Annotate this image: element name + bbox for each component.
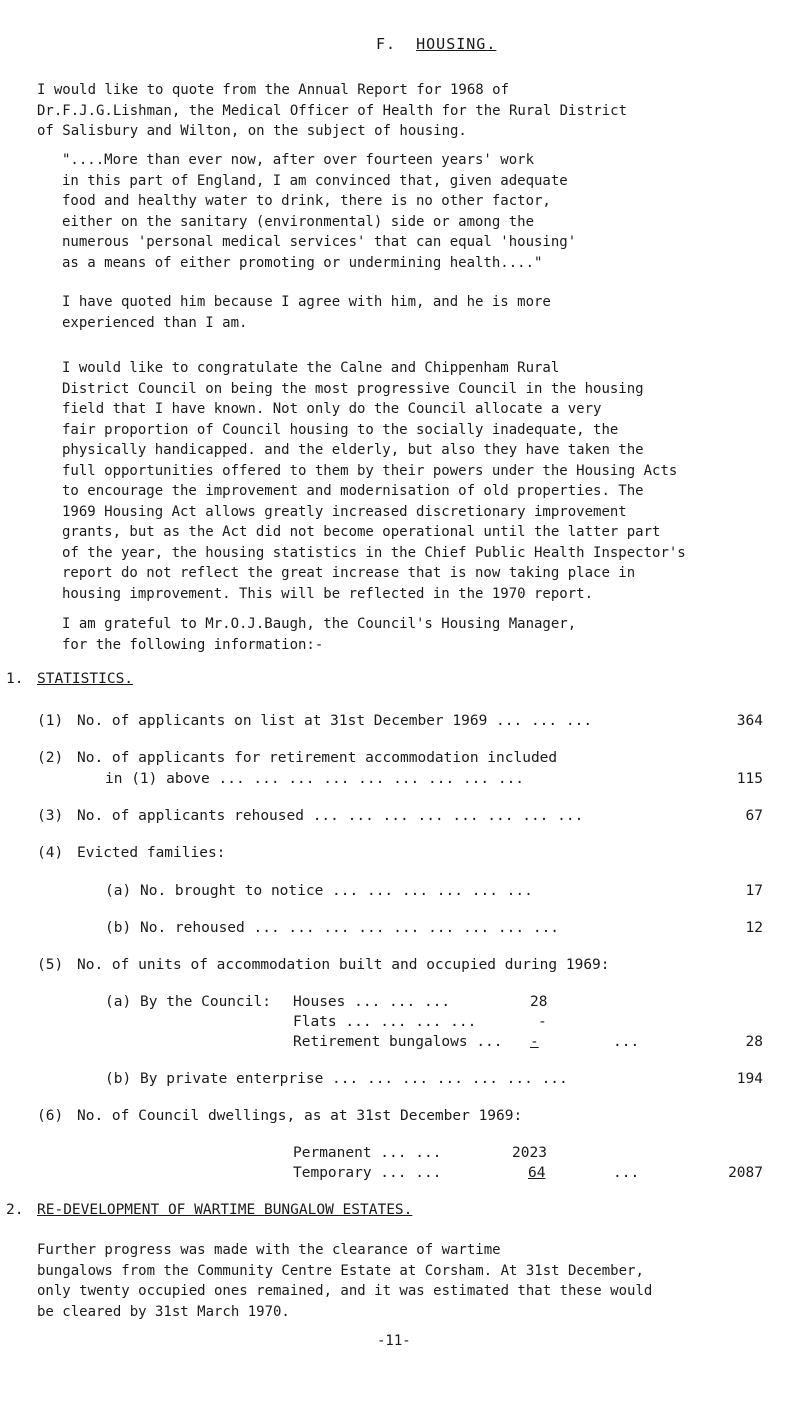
section-2-title: RE-DEVELOPMENT OF WARTIME BUNGALOW ESTATES. [37,1202,413,1218]
stat-text: No. brought to notice ... ... ... ... ... ... [140,883,533,899]
dwelling-name: Permanent ... ... [293,1145,442,1161]
stat-value: 364 [736,713,763,729]
dwellings-total-dots: ... [613,1165,640,1181]
council-unit-count: 28 [530,994,548,1010]
council-unit-count: - [530,1034,539,1050]
council-unit-count: - [538,1014,547,1030]
stat-label: (1) [37,713,64,729]
stat-label: (b) [105,1071,132,1087]
stat-text: No. of applicants on list at 31st December 1969 ... ... ... [77,713,593,729]
section-title: HOUSING. [416,35,497,53]
page-number: -11- [377,1333,411,1349]
stat-text: No. rehoused ... ... ... ... ... ... ... ... ... [140,920,560,936]
council-unit-name: Retirement bungalows ... [293,1034,503,1050]
stat-label: (b) [105,920,132,936]
stat-text-cont: in (1) above ... ... ... ... ... ... ... ... ... [105,771,525,787]
stat-label: (2) [37,750,64,766]
section-1-number: 1. [6,671,24,687]
stat-text: Evicted families: [77,845,226,861]
stat-text: By the Council: [140,994,271,1010]
congratulate-paragraph: I would like to congratulate the Calne and Chippenham Rural District Council on being the most progressive Council in the housing field that I have known. Not only do the Council allocate a very fair proportion of Council housing to the socially inadequate, the physically handicapped. and the elderly, but also they have taken the full opportunities offered to them by their powers under the Housing Acts to encourage the improvement and modernisation of old properties. The 1969 Housing Act allows greatly increased discretionary improvement grants, but as the Act did not become operational until the latter part of the year, the housing statistics in the Chief Public Health Inspector's report do not reflect the great increase that is now taking place in housing improvement. This will be reflected in the 1970 report. [62,360,686,602]
stat-text: No. of Council dwellings, as at 31st December 1969: [77,1108,523,1124]
stat-value: 12 [745,920,763,936]
grateful-paragraph: I am grateful to Mr.O.J.Baugh, the Council's Housing Manager, for the following information:- [62,616,577,653]
stat-label: (4) [37,845,64,861]
quote-paragraph: "....More than ever now, after over fourteen years' work in this part of England, I am convinced that, given adequate food and healthy water to drink, there is no other factor, either on the sanitary (environmental) side or among the numerous 'personal medical services' that can equal 'housing' as a means of either promoting or undermining health...." [62,152,577,271]
stat-value: 194 [736,1071,763,1087]
stat-label: (5) [37,957,64,973]
stat-label: (3) [37,808,64,824]
dwellings-total: 2087 [728,1165,763,1181]
stat-text: No. of units of accommodation built and occupied during 1969: [77,957,610,973]
stat-text: No. of applicants rehoused ... ... ... ... ... ... ... ... [77,808,584,824]
intro-paragraph: I would like to quote from the Annual Report for 1968 of Dr.F.J.G.Lishman, the Medical Officer of Health for the Rural District of Salisbury and Wilton, on the subject of housing. [37,82,628,139]
stat-text: By private enterprise ... ... ... ... ... ... ... [140,1071,568,1087]
stat-text: No. of applicants for retirement accommodation included [77,750,558,766]
section-1-title: STATISTICS. [37,671,134,687]
council-total-dots: ... [613,1034,640,1050]
dwelling-name: Temporary ... ... [293,1165,442,1181]
section-2-number: 2. [6,1202,24,1218]
section-letter: F. [376,35,397,53]
council-unit-name: Houses ... ... ... [293,994,451,1010]
redevelopment-paragraph: Further progress was made with the clearance of wartime bungalows from the Community Centre Estate at Corsham. At 31st December, only twenty occupied ones remained, and it was estimated that these would be cleared by 31st March 1970. [37,1242,653,1320]
stat-label: (a) [105,994,132,1010]
section-heading [376,35,496,53]
stat-value: 115 [736,771,763,787]
stat-value: 67 [745,808,763,824]
stat-label: (a) [105,883,132,899]
dwelling-count: 64 [528,1165,546,1181]
dwelling-count: 2023 [512,1145,547,1161]
stat-label: (6) [37,1108,64,1124]
council-total: 28 [745,1034,763,1050]
council-unit-name: Flats ... ... ... ... [293,1014,477,1030]
stat-value: 17 [745,883,763,899]
agree-paragraph: I have quoted him because I agree with him, and he is more experienced than I am. [62,294,551,331]
